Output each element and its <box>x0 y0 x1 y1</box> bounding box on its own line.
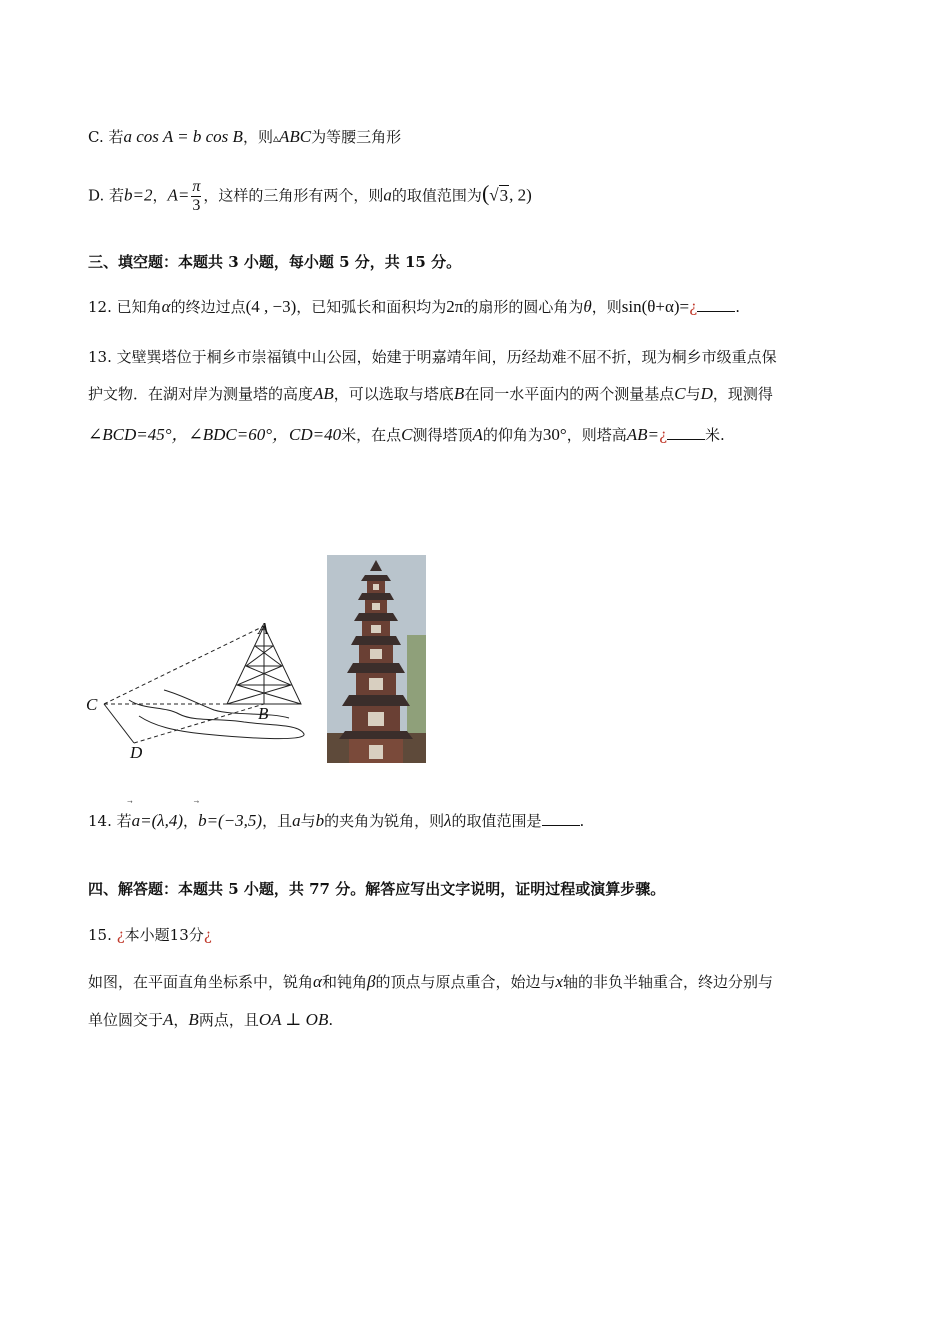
q15-expr: OA ⊥ OB <box>258 1010 329 1029</box>
lake-shore <box>129 700 304 739</box>
label-b: B <box>258 704 269 723</box>
q15-l1c: 的顶点与原点重合，始边与 <box>375 973 556 991</box>
q13-a: A <box>472 425 483 444</box>
window <box>368 712 384 726</box>
option-d-tail: ，这样的三角形有两个，则 <box>203 186 384 205</box>
q13-l3b: 米，在点 <box>341 426 402 444</box>
tree <box>407 635 426 735</box>
q12-t2: ，已知弧长和面积均为 <box>296 298 447 316</box>
range-open: ( <box>481 180 490 206</box>
option-c <box>88 126 401 147</box>
answer-blank[interactable] <box>697 297 735 312</box>
q13-d: D <box>700 384 713 403</box>
q12-theta: θ <box>583 297 592 316</box>
question-13-line-2 <box>88 383 773 404</box>
q14-yu: 与 <box>300 812 316 830</box>
q12-num: 12. 已知角 <box>88 298 162 316</box>
pi-over-3-fraction <box>191 178 201 215</box>
q14-a-expr: a=(λ,4) <box>131 811 184 830</box>
window <box>372 603 380 610</box>
q15-l1a: 如图，在平面直角坐标系中，锐角 <box>88 973 314 991</box>
q14-num: 14. 若 <box>88 812 132 830</box>
window <box>369 678 383 690</box>
q15-b: B <box>188 1010 199 1029</box>
section-3-heading: 三、填空题：本题共 3 小题，每小题 5 分，共 15 分。 <box>88 253 462 271</box>
fraction-num: π <box>192 178 201 195</box>
window <box>370 649 382 659</box>
option-c-triangle: ABC <box>278 127 312 146</box>
measurement-diagram <box>84 610 314 760</box>
option-d-a-eq: A= <box>167 185 190 205</box>
q12-t4: ，则 <box>591 298 622 316</box>
window <box>373 584 379 590</box>
q13-b: B <box>453 384 465 403</box>
q15-l1d: 轴的非负半轴重合，终边分别与 <box>563 973 774 991</box>
option-d-a: a <box>383 185 392 205</box>
section-4-heading: 四、解答题：本题共 5 小题，共 77 分。解答应写出文字说明，证明过程或演算步骤。 <box>88 880 666 898</box>
q13-l2a: 护文物．在湖对岸为测量塔的高度 <box>88 385 314 403</box>
q13-l3e: ，则塔高 <box>566 426 627 444</box>
q15-l2a: 单位圆交于 <box>88 1011 164 1029</box>
q14-b: b <box>315 811 325 830</box>
option-c-expr: a cos A = b cos B <box>123 127 243 146</box>
q15-num: 15. <box>88 926 117 944</box>
answer-blank[interactable] <box>667 425 705 440</box>
q15-x: x <box>555 972 563 991</box>
option-d <box>88 178 532 215</box>
q13-ab: AB <box>313 384 334 403</box>
q14-a: a <box>292 811 301 830</box>
q13-l3d: 的仰角为 <box>482 426 543 444</box>
option-d-sep: ， <box>152 186 168 205</box>
q13-l3f: 米. <box>705 426 725 444</box>
question-13-line-1: 13. 文壁巽塔位于桐乡市崇福镇中山公园，始建于明嘉靖年间，历经劫难不屈不折，现为桐乡市级重点保 <box>88 348 777 366</box>
question-15-line-1 <box>88 971 773 992</box>
eave <box>358 593 394 600</box>
tower-zigzag <box>227 646 291 704</box>
line-ca <box>104 626 264 704</box>
q12-alpha: α <box>161 297 171 316</box>
eave <box>342 695 410 706</box>
sqrt-icon: √ <box>489 185 499 205</box>
q14-t2: 的夹角为锐角，则 <box>324 812 445 830</box>
q12-t3: 的扇形的圆心角为 <box>463 298 584 316</box>
q14-comma: ， <box>183 812 199 830</box>
window <box>369 745 383 759</box>
q12-twopi: 2π <box>446 297 464 316</box>
eave <box>354 613 398 621</box>
label-d: D <box>130 743 143 760</box>
range-close: , 2) <box>509 185 532 205</box>
q12-end: . <box>735 298 740 316</box>
q15-end: . <box>328 1011 334 1029</box>
option-d-b: b=2 <box>124 185 153 205</box>
q13-c: C <box>674 384 686 403</box>
label-c: C <box>86 695 98 714</box>
q15-a: A <box>163 1010 174 1029</box>
q15-placeholder-2: ¿ <box>203 926 212 944</box>
q13-c2: C <box>401 425 413 444</box>
q14-b-expr: b=(−3,5) <box>198 811 263 830</box>
window <box>371 625 381 633</box>
question-15-title <box>88 924 212 945</box>
q15-l2b: 两点，且 <box>198 1011 259 1029</box>
q12-expr: sin(θ+α)= <box>621 297 690 316</box>
vector-a-def <box>132 811 183 831</box>
q12-point: (4 , −3) <box>245 297 297 316</box>
q13-l2d: ，现测得 <box>712 385 773 403</box>
q13-yu: 与 <box>685 385 701 403</box>
pagoda-photo <box>327 555 426 763</box>
question-12 <box>88 296 740 317</box>
option-d-label: D. 若 <box>88 186 125 205</box>
q13-ab2: AB= <box>626 425 659 444</box>
answer-blank[interactable] <box>542 811 580 826</box>
q13-l2c: 在同一水平面内的两个测量基点 <box>464 385 675 403</box>
question-13-line-3 <box>88 420 725 445</box>
q13-l2b: ，可以选取与塔底 <box>333 385 454 403</box>
q15-l1b: 和钝角 <box>321 973 367 991</box>
q15-comma: ， <box>173 1011 189 1029</box>
q12-t1: 的终边过点 <box>170 298 246 316</box>
tower-zigzag <box>237 646 301 704</box>
question-15-line-2 <box>88 1009 333 1030</box>
q14-lambda: λ <box>444 811 452 830</box>
fraction-den: 3 <box>192 197 201 214</box>
sqrt-value: 3 <box>499 185 509 205</box>
q13-placeholder: ¿ <box>658 426 668 444</box>
label-a: A <box>258 619 269 638</box>
option-c-label: C. 若 <box>88 128 124 146</box>
q12-placeholder: ¿ <box>689 298 698 316</box>
vector-b-def <box>198 811 262 831</box>
q13-angle: 30° <box>542 425 567 444</box>
q15-placeholder-1: ¿ <box>116 926 125 944</box>
eave <box>347 663 405 673</box>
eave <box>339 731 413 739</box>
eave <box>361 575 391 581</box>
question-14 <box>88 810 584 831</box>
q13-l3a: ∠BCD=45°，∠BDC=60°，CD=40 <box>88 425 342 444</box>
option-c-tail: 为等腰三角形 <box>311 128 402 146</box>
q14-t1: ，且 <box>262 812 293 830</box>
q14-end: . <box>579 812 585 830</box>
q15-score: 本小题13分 <box>124 926 204 944</box>
option-c-mid: ，则 <box>242 128 273 146</box>
q15-beta: β <box>366 972 376 991</box>
eave <box>351 636 401 645</box>
line-cd <box>104 704 134 743</box>
option-d-range-text: 的取值范围为 <box>391 186 482 205</box>
q14-t3: 的取值范围是 <box>451 812 542 830</box>
triangle-icon: ▵ <box>272 131 279 145</box>
q13-l3c: 测得塔顶 <box>412 426 473 444</box>
q15-alpha: α <box>313 972 322 991</box>
